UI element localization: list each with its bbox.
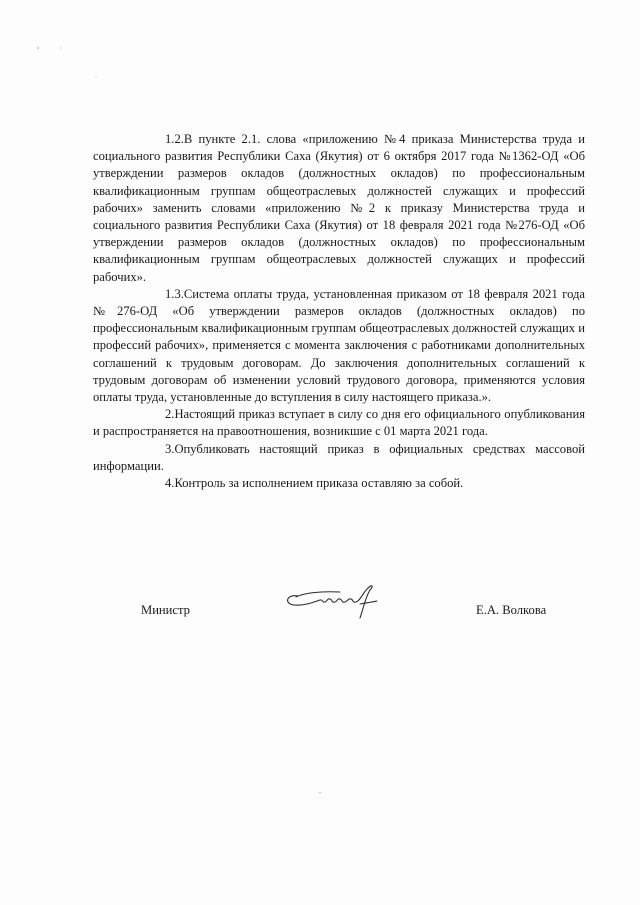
- paragraph-4: [93, 475, 585, 492]
- document-body: [93, 131, 585, 492]
- paragraph-text: Система оплаты труда, установленная приказом от 18 февраля 2021 года №276-ОД «Об утверждении размеров окладов (должностных окладов) по профессиональным квалификационным группам общеотраслевых должностей служащих и профессий рабочих», применяется с момента заключения с работниками дополнительных соглашений к трудовым договорам. До заключения дополнительных соглашений к трудовым договорам об изменении условий трудового договора, применяются условия оплаты труда, установленные до вступления в силу настоящего приказа.».: [93, 286, 585, 405]
- paragraph-1-2: [93, 131, 585, 286]
- paragraph-number: 2.: [165, 407, 175, 422]
- paragraph-number: 1.3.: [165, 286, 184, 301]
- signature-block: [0, 600, 640, 630]
- paragraph-3: [93, 441, 585, 475]
- signatory-name: Е.А. Волкова: [476, 603, 547, 617]
- paragraph-1-3: [93, 286, 585, 406]
- paragraph-text: В пункте 2.1. слова «приложению №4 приказа Министерства труда и социального развития Республики Саха (Якутия) от 6 октября 2017 года №1362-ОД «Об утверждении размеров окладов (должностных окладов) по профессиональным квалификационным группам общеотраслевых должностей служащих и профессий рабочих» заменить словами «приложению №2 к приказу Министерства труда и социального развития Республики Саха (Якутия) от 18 февраля 2021 года №276-ОД «Об утверждении размеров окладов (должностных окладов) по профессиональным квалификационным группам общеотраслевых должностей служащих и профессий рабочих».: [93, 132, 585, 284]
- paragraph-number: 3.: [165, 441, 175, 456]
- paragraph-2: [93, 406, 585, 440]
- paragraph-text: Опубликовать настоящий приказ в официальных средствах массовой информации.: [93, 441, 585, 473]
- paragraph-number: 1.2.: [165, 132, 184, 146]
- paragraph-text: Настоящий приказ вступает в силу со дня его официального опубликования и распространяется на правоотношения, возникшие с 01 марта 2021 года.: [93, 407, 585, 439]
- handwritten-signature: [280, 574, 380, 622]
- paragraph-number: 4.: [165, 476, 175, 491]
- signatory-title: Министр: [141, 603, 190, 617]
- paragraph-text: Контроль за исполнением приказа оставляю за собой.: [174, 476, 464, 491]
